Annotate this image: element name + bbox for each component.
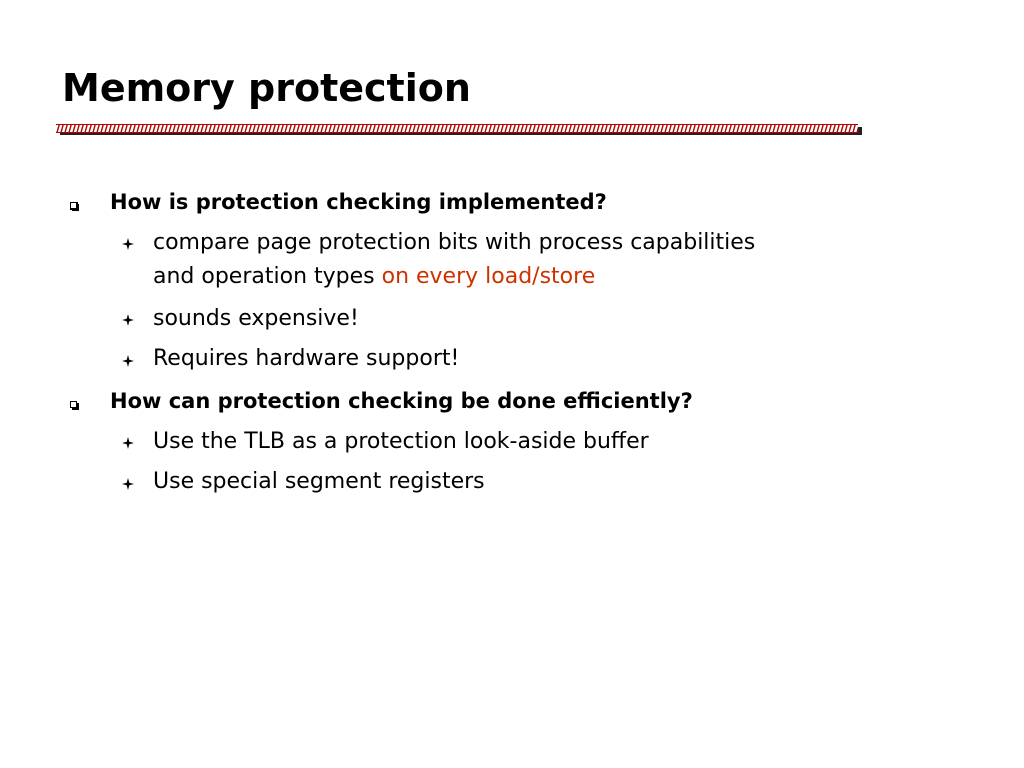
square-bullet-icon [70, 202, 79, 211]
bullet-level2-item-5: Use special segment registers [153, 469, 485, 494]
bullet-text-accent: on every load/store [381, 264, 596, 289]
slide-title: Memory protection [62, 66, 471, 110]
bullet-level1-item-2: How can protection checking be done efficiently? [110, 389, 693, 413]
title-underline [56, 122, 862, 136]
bullet-text-plain: and operation types [153, 264, 382, 289]
bullet-level2-item-2: sounds expensive! [153, 306, 359, 331]
diamond-bullet-icon [122, 437, 134, 449]
bullet-level1-item-1: How is protection checking implemented? [110, 190, 607, 214]
diamond-bullet-icon [122, 314, 134, 326]
diamond-bullet-icon [122, 355, 134, 367]
bullet-level2-item-1-line-1: compare page protection bits with process capabilities [153, 230, 756, 255]
diamond-bullet-icon [122, 238, 134, 250]
bullet-level2-item-3: Requires hardware support! [153, 346, 460, 371]
bullet-level2-item-1-line-2 [153, 260, 595, 294]
bullet-level2-item-4: Use the TLB as a protection look-aside buffer [153, 429, 649, 454]
diamond-bullet-icon [122, 478, 134, 490]
square-bullet-icon [70, 401, 79, 410]
